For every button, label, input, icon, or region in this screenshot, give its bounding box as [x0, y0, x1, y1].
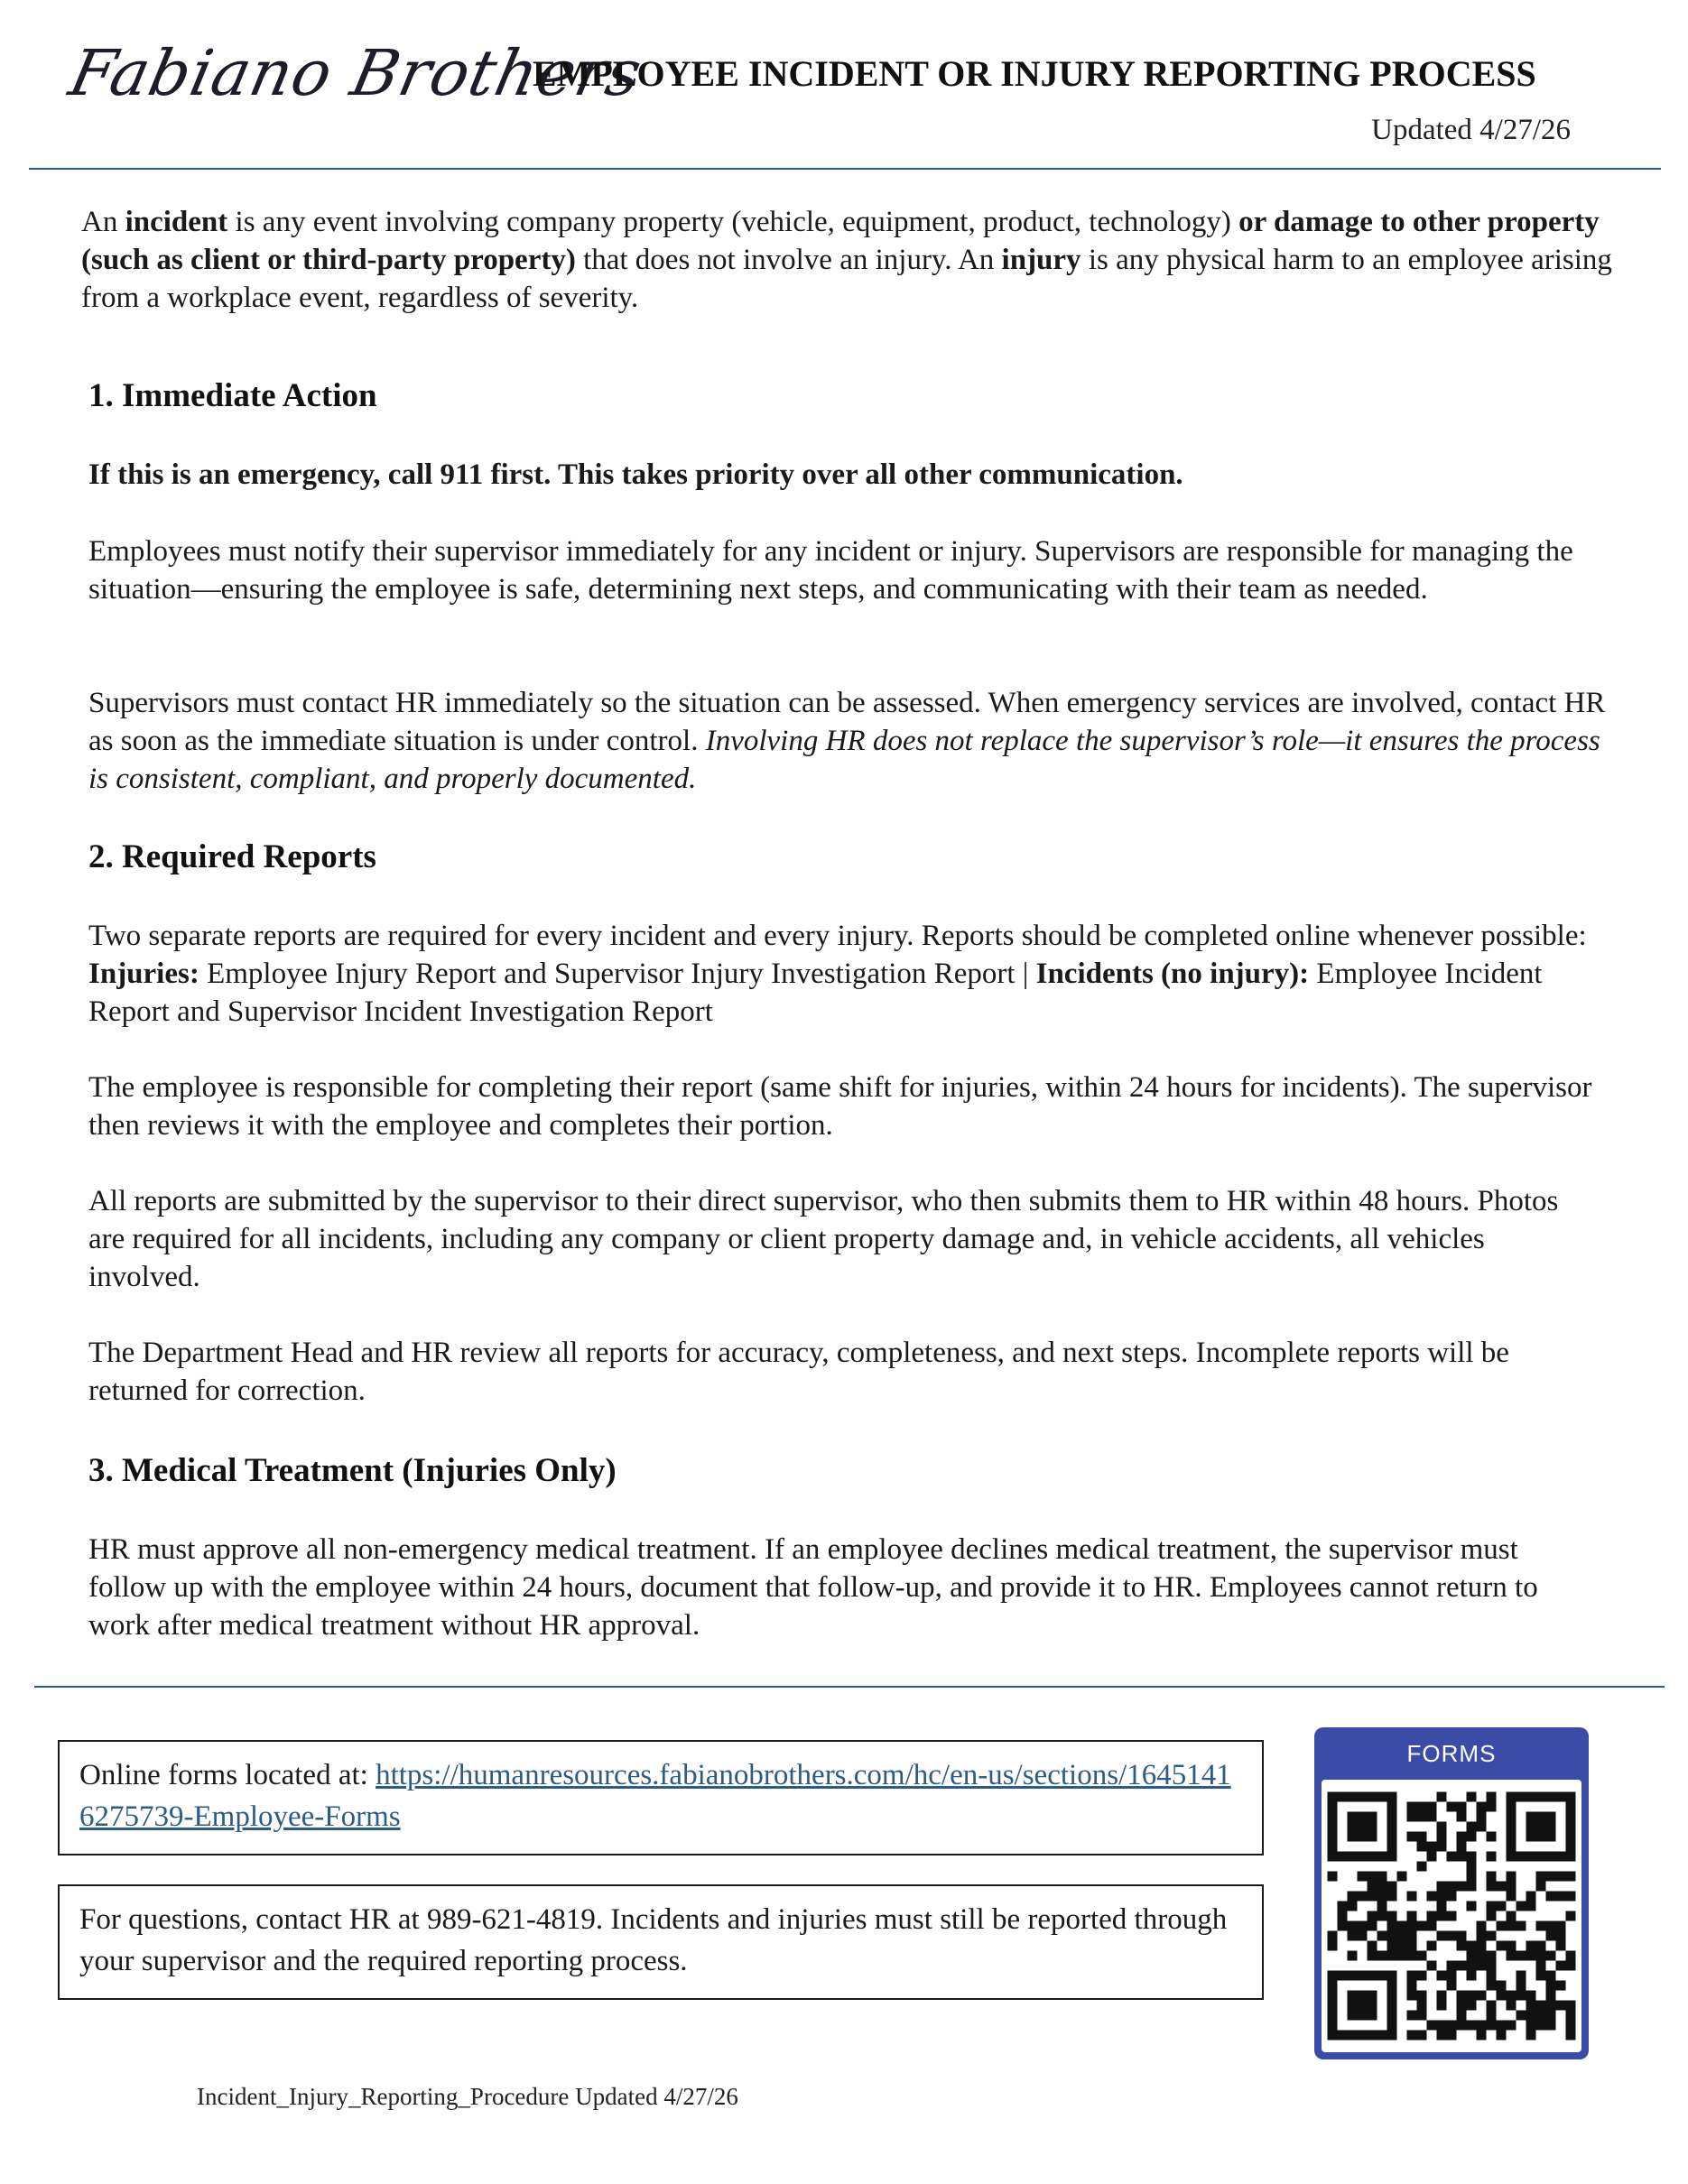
section-heading-immediate-action: 1. Immediate Action	[88, 377, 377, 414]
company-logo: Fabiano Brothers	[63, 36, 649, 110]
section2-paragraph-2: The employee is responsible for completing their report (same shift for injuries, within 24 hours for incidents). The supervisor then reviews it with the employee and completes their portion.	[88, 1071, 1592, 1142]
section2-paragraph-4: The Department Head and HR review all reports for accuracy, completeness, and next steps. Incomplete reports will be returned for correction.	[88, 1337, 1509, 1407]
section-heading-medical-treatment: 3. Medical Treatment (Injuries Only)	[88, 1452, 617, 1489]
section2-text: Employee Injury Report and Supervisor Injury Investigation Report |	[199, 958, 1036, 990]
intro-term-incident: incident	[125, 206, 228, 238]
section-heading-required-reports: 2. Required Reports	[88, 838, 376, 875]
employee-forms-link[interactable]: https://humanresources.fabianobrothers.com/hc/en-us/sections/16451416275739-Employee-Forms	[79, 1759, 1231, 1833]
emergency-notice	[88, 456, 1623, 494]
header-divider	[29, 168, 1661, 170]
section1-paragraph-2	[88, 684, 1614, 798]
intro-text: that does not involve an injury. An	[575, 244, 1002, 276]
section2-paragraph-1	[88, 917, 1614, 1031]
document-footer: Incident_Injury_Reporting_Procedure Updated 4/27/26	[197, 2083, 738, 2110]
incidents-label: Incidents (no injury):	[1035, 958, 1310, 990]
qr-code-graphic	[1322, 1780, 1581, 2052]
injuries-label: Injuries:	[88, 958, 199, 990]
intro-text: An	[81, 206, 125, 238]
intro-term-damage: or damage to other property (such as client or third-party property)	[81, 206, 1600, 276]
section1-paragraph-2-italic: Involving HR does not replace the supervisor’s role—it ensures the process is consistent, compliant, and properly documented.	[88, 725, 1600, 795]
section1-paragraph-1: Employees must notify their supervisor immediately for any incident or injury. Supervisors are responsible for managing the situation—ensuring the employee is safe, determining next steps, and communicating with their team as needed.	[88, 535, 1573, 606]
forms-label: Online forms located at:	[79, 1759, 376, 1791]
page-title: EMPLOYEE INCIDENT OR INJURY REPORTING PROCESS	[533, 53, 1536, 94]
intro-term-injury: injury	[1001, 244, 1081, 276]
footer-divider	[34, 1686, 1665, 1688]
section2-paragraph-3: All reports are submitted by the supervisor to their direct supervisor, who then submits them to HR within 48 hours. Photos are required for all incidents, including any company or client property damage and, in vehicle accidents, all vehicles involved.	[88, 1185, 1559, 1293]
intro-text: is any event involving company property (vehicle, equipment, product, technology)	[227, 206, 1239, 238]
intro-paragraph	[81, 203, 1634, 317]
section2-text: Two separate reports are required for every incident and every injury. Reports should be completed online whenever possible:	[88, 920, 1587, 952]
section3-paragraph-1: HR must approve all non-emergency medical treatment. If an employee declines medical treatment, the supervisor must follow up with the employee within 24 hours, document that follow-up, and provide it to HR. Employees cannot return to work after medical treatment without HR approval.	[88, 1533, 1538, 1642]
qr-code-icon[interactable]	[1322, 1780, 1581, 2052]
forms-qr-card[interactable]	[1314, 1727, 1589, 2059]
section2-text: Employee Incident Report and Supervisor Incident Investigation Report	[88, 958, 1543, 1028]
emergency-text: If this is an emergency, call 911 first. This takes priority over all other communication.	[88, 458, 1183, 491]
intro-text: is any physical harm to an employee arising from a workplace event, regardless of severity.	[81, 244, 1612, 314]
qr-card-label: FORMS	[1406, 1740, 1497, 1767]
hr-contact-box: For questions, contact HR at 989-621-4819. Incidents and injuries must still be reported through your supervisor and the required reporting process.	[58, 1884, 1264, 2000]
updated-date: Updated 4/27/26	[1371, 114, 1571, 146]
online-forms-box	[58, 1740, 1264, 1855]
section1-paragraph-2-text: Supervisors must contact HR immediately so the situation can be assessed. When emergency services are involved, contact HR as soon as the immediate situation is under control.	[88, 687, 1606, 757]
